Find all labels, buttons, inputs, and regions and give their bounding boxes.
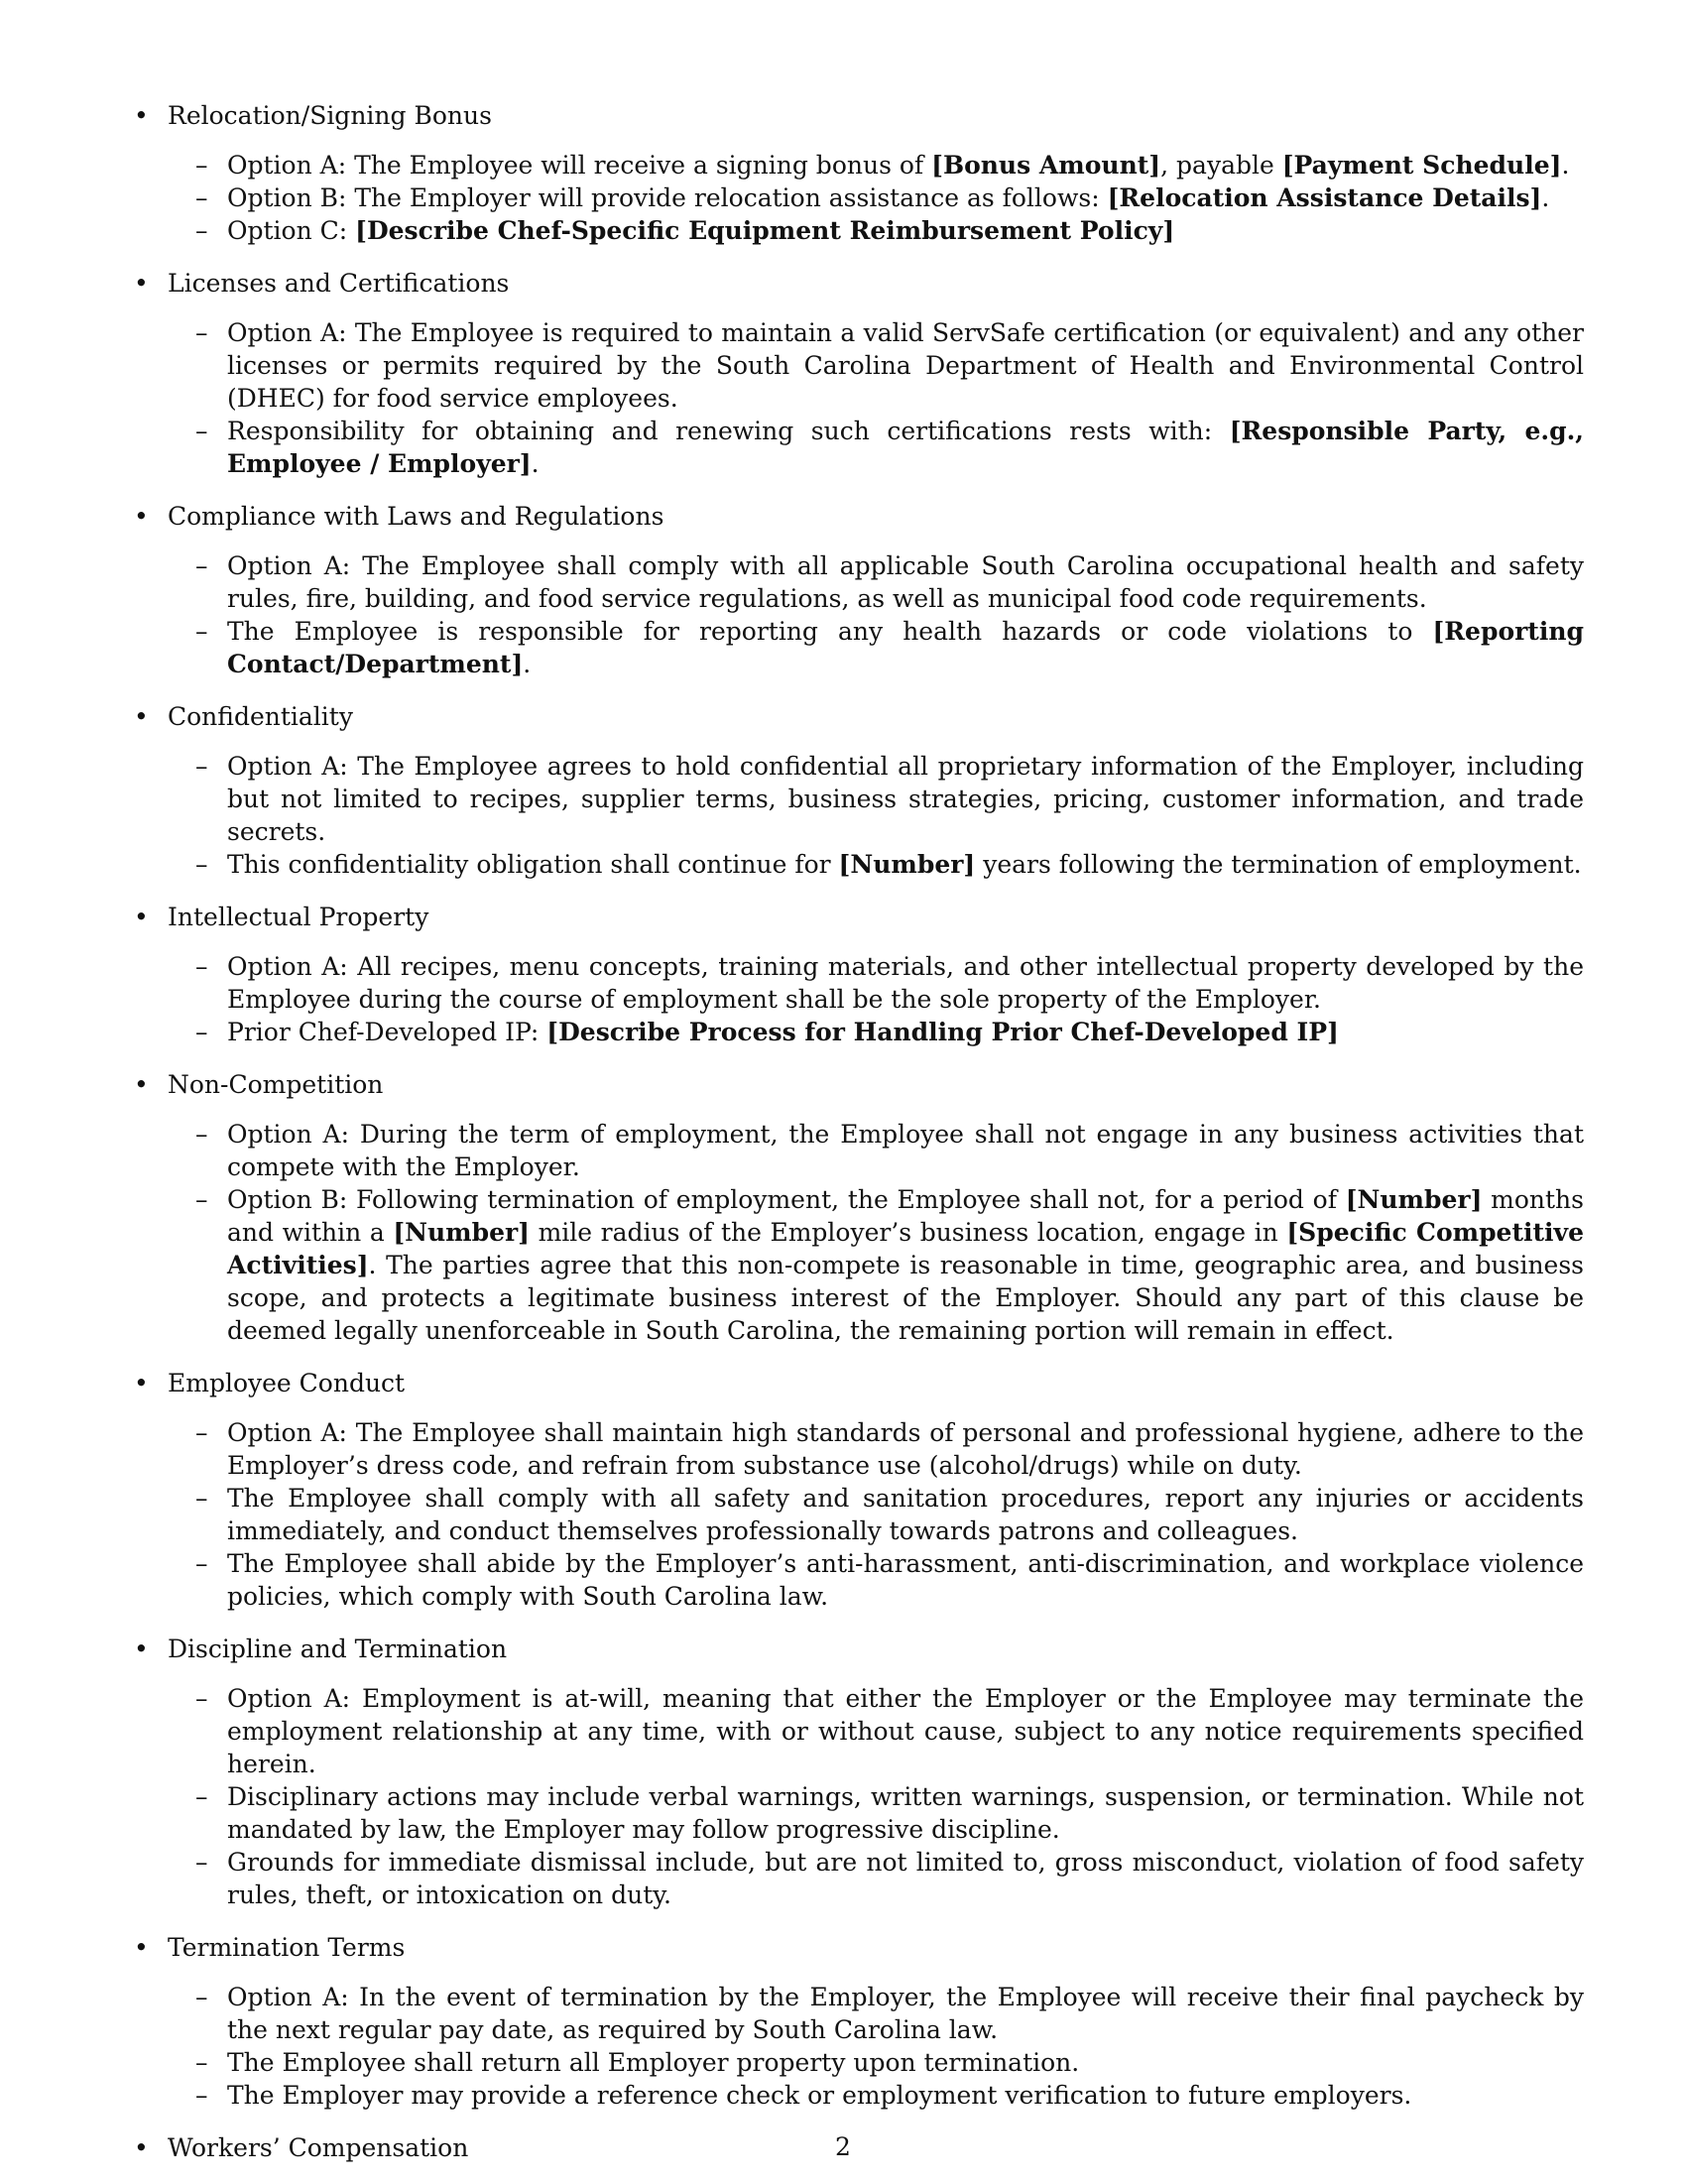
placeholder-field: [Number] [838, 850, 976, 879]
section-heading [134, 267, 1584, 300]
item-text: The Employee shall abide by the Employer’s anti-harassment, anti-discrimination, and workplace violence policies, which comply with South Carolina law. [227, 1549, 1584, 1611]
section [134, 1931, 1584, 2112]
item-text: Option A: During the term of employment, the Employee shall not engage in any business activities that compete with the Employer. [227, 1120, 1584, 1181]
item-text: . [531, 449, 540, 478]
item-text: Prior Chef-Developed IP: [227, 1018, 547, 1046]
section [134, 267, 1584, 480]
list-item [195, 2079, 1584, 2112]
placeholder-field: [Number] [393, 1218, 531, 1247]
list-item [195, 1780, 1584, 1846]
item-text: months and within a [227, 1185, 1584, 1247]
list-item [195, 615, 1584, 680]
item-text: Option A: The Employee shall maintain high standards of personal and professional hygiene, adhere to the Employer’s dress code, and refrain from substance use (alcohol/drugs) while on duty. [227, 1418, 1584, 1480]
sub-item-list [134, 1118, 1584, 1347]
list-item [195, 549, 1584, 615]
item-text: Option C: [227, 216, 356, 245]
dash-icon: – [195, 952, 208, 981]
list-item [195, 149, 1584, 182]
dash-icon: – [195, 752, 208, 781]
section-heading [134, 901, 1584, 933]
sub-item-list [134, 549, 1584, 680]
section [134, 700, 1584, 881]
page-number: 2 [835, 2132, 851, 2161]
dash-icon: – [195, 216, 208, 245]
dash-icon: – [195, 2048, 208, 2077]
item-text: The Employer may provide a reference check or employment verification to future employers. [227, 2081, 1412, 2110]
item-text: Option A: The Employee is required to maintain a valid ServSafe certification (or equivalent) and any other licenses or permits required by the South Carolina Department of Health and Environmental Control (DHEC) for food service employees. [227, 318, 1584, 413]
sub-item-list [134, 316, 1584, 480]
placeholder-field: [Specific Competitive Activities] [227, 1218, 1584, 1279]
placeholder-field: [Number] [1345, 1185, 1483, 1214]
section [134, 1367, 1584, 1613]
list-item [195, 1846, 1584, 1911]
item-text: Disciplinary actions may include verbal warnings, written warnings, suspension, or termination. While not mandated by law, the Employer may follow progressive discipline. [227, 1782, 1584, 1844]
section-heading-text: Discipline and Termination [168, 1635, 508, 1663]
list-item [195, 2046, 1584, 2079]
placeholder-field: [Reporting Contact/Department] [227, 617, 1584, 678]
dash-icon: – [195, 1018, 208, 1046]
dash-icon: – [195, 1684, 208, 1713]
placeholder-field: [Payment Schedule] [1281, 151, 1562, 180]
dash-icon: – [195, 617, 208, 646]
section-heading-text: Intellectual Property [168, 903, 429, 931]
item-text: . [523, 650, 532, 678]
placeholder-field: [Describe Process for Handling Prior Chef-Developed IP] [546, 1018, 1339, 1046]
dash-icon: – [195, 183, 208, 212]
section-heading-text: Licenses and Certifications [168, 269, 510, 298]
section-heading [134, 1931, 1584, 1964]
bullet-icon: • [134, 2133, 149, 2162]
section-heading-text: Confidentiality [168, 702, 353, 731]
bullet-icon: • [134, 1933, 149, 1962]
dash-icon: – [195, 318, 208, 347]
bullet-icon: • [134, 1635, 149, 1663]
dash-icon: – [195, 850, 208, 879]
section [134, 500, 1584, 680]
item-text: years following the termination of employment. [975, 850, 1582, 879]
list-item [195, 950, 1584, 1016]
dash-icon: – [195, 2081, 208, 2110]
list-item [195, 316, 1584, 415]
item-text: Responsibility for obtaining and renewing such certifications rests with: [227, 417, 1230, 445]
section-heading-text: Workers’ Compensation [168, 2133, 469, 2162]
item-text: Option A: The Employee shall comply with all applicable South Carolina occupational health and safety rules, fire, building, and food service regulations, as well as municipal food code requirements. [227, 551, 1584, 613]
sub-item-list [134, 1682, 1584, 1911]
section-heading-text: Non-Competition [168, 1070, 384, 1099]
item-text: Option A: Employment is at-will, meaning that either the Employer or the Employee may terminate the employment relationship at any time, with or without cause, subject to any notice requirements specified herein. [227, 1684, 1584, 1778]
section [134, 1068, 1584, 1347]
item-text: , payable [1160, 151, 1282, 180]
bullet-icon: • [134, 101, 149, 130]
list-item [195, 182, 1584, 214]
document-body [134, 99, 1584, 2184]
placeholder-field: [Describe Chef-Specific Equipment Reimbursement Policy] [355, 216, 1175, 245]
bullet-icon: • [134, 903, 149, 931]
item-text: This confidentiality obligation shall continue for [227, 850, 839, 879]
dash-icon: – [195, 1782, 208, 1811]
section-heading [134, 1068, 1584, 1101]
sub-item-list [134, 149, 1584, 247]
list-item [195, 1183, 1584, 1347]
dash-icon: – [195, 1848, 208, 1877]
section-heading-text: Relocation/Signing Bonus [168, 101, 492, 130]
list-item [195, 1016, 1584, 1048]
list-item [195, 1547, 1584, 1613]
bullet-icon: • [134, 1070, 149, 1099]
item-text: . [1561, 151, 1570, 180]
item-text: . The parties agree that this non-compete is reasonable in time, geographic area, and business scope, and protects a legitimate business interest of the Employer. Should any part of this clause be deemed legally unenforceable in South Carolina, the remaining portion will remain in effect. [227, 1251, 1584, 1345]
sub-item-list [134, 950, 1584, 1048]
sub-item-list [134, 1416, 1584, 1613]
list-item [195, 1482, 1584, 1547]
section-heading [134, 700, 1584, 733]
item-text: Grounds for immediate dismissal include, but are not limited to, gross misconduct, violation of food safety rules, theft, or intoxication on duty. [227, 1848, 1584, 1909]
bullet-icon: • [134, 702, 149, 731]
list-item [195, 848, 1584, 881]
item-text: Option A: In the event of termination by the Employer, the Employee will receive their final paycheck by the next regular pay date, as required by South Carolina law. [227, 1983, 1584, 2044]
bullet-icon: • [134, 269, 149, 298]
list-item [195, 1682, 1584, 1780]
item-text: Option A: The Employee agrees to hold confidential all proprietary information of the Employer, including but not limited to recipes, supplier terms, business strategies, pricing, customer information, and trade secrets. [227, 752, 1584, 846]
bullet-icon: • [134, 1369, 149, 1397]
item-text: Option B: The Employer will provide relocation assistance as follows: [227, 183, 1108, 212]
dash-icon: – [195, 151, 208, 180]
list-item [195, 1118, 1584, 1183]
list-item [195, 1981, 1584, 2046]
bullet-icon: • [134, 502, 149, 531]
dash-icon: – [195, 1549, 208, 1578]
dash-icon: – [195, 1983, 208, 2011]
dash-icon: – [195, 1185, 208, 1214]
item-text: The Employee shall comply with all safety and sanitation procedures, report any injuries or accidents immediately, and conduct themselves professionally towards patrons and colleagues. [227, 1484, 1584, 1545]
placeholder-field: [Responsible Party, e.g., Employee / Employer] [227, 417, 1584, 478]
section-heading-text: Termination Terms [168, 1933, 406, 1962]
section [134, 99, 1584, 247]
sub-item-list [134, 1981, 1584, 2112]
item-text: The Employee shall return all Employer property upon termination. [227, 2048, 1080, 2077]
item-text: mile radius of the Employer’s business location, engage in [530, 1218, 1287, 1247]
dash-icon: – [195, 551, 208, 580]
section-heading [134, 1367, 1584, 1399]
section-heading [134, 1633, 1584, 1665]
section-heading [134, 99, 1584, 132]
dash-icon: – [195, 1484, 208, 1513]
section-heading [134, 500, 1584, 533]
list-item [195, 214, 1584, 247]
dash-icon: – [195, 1418, 208, 1447]
list-item [195, 1416, 1584, 1482]
dash-icon: – [195, 1120, 208, 1149]
item-text: Option B: Following termination of employment, the Employee shall not, for a period of [227, 1185, 1346, 1214]
list-item [195, 750, 1584, 848]
section [134, 901, 1584, 1048]
section-heading-text: Compliance with Laws and Regulations [168, 502, 664, 531]
sub-item-list [134, 750, 1584, 881]
item-text: The Employee is responsible for reporting any health hazards or code violations to [227, 617, 1433, 646]
placeholder-field: [Bonus Amount] [931, 151, 1161, 180]
item-text: Option A: All recipes, menu concepts, training materials, and other intellectual property developed by the Employee during the course of employment shall be the sole property of the Employer. [227, 952, 1584, 1014]
section-heading-text: Employee Conduct [168, 1369, 406, 1397]
section [134, 1633, 1584, 1911]
item-text: . [1541, 183, 1550, 212]
placeholder-field: [Relocation Assistance Details] [1107, 183, 1542, 212]
list-item [195, 415, 1584, 480]
item-text: Option A: The Employee will receive a signing bonus of [227, 151, 932, 180]
dash-icon: – [195, 417, 208, 445]
